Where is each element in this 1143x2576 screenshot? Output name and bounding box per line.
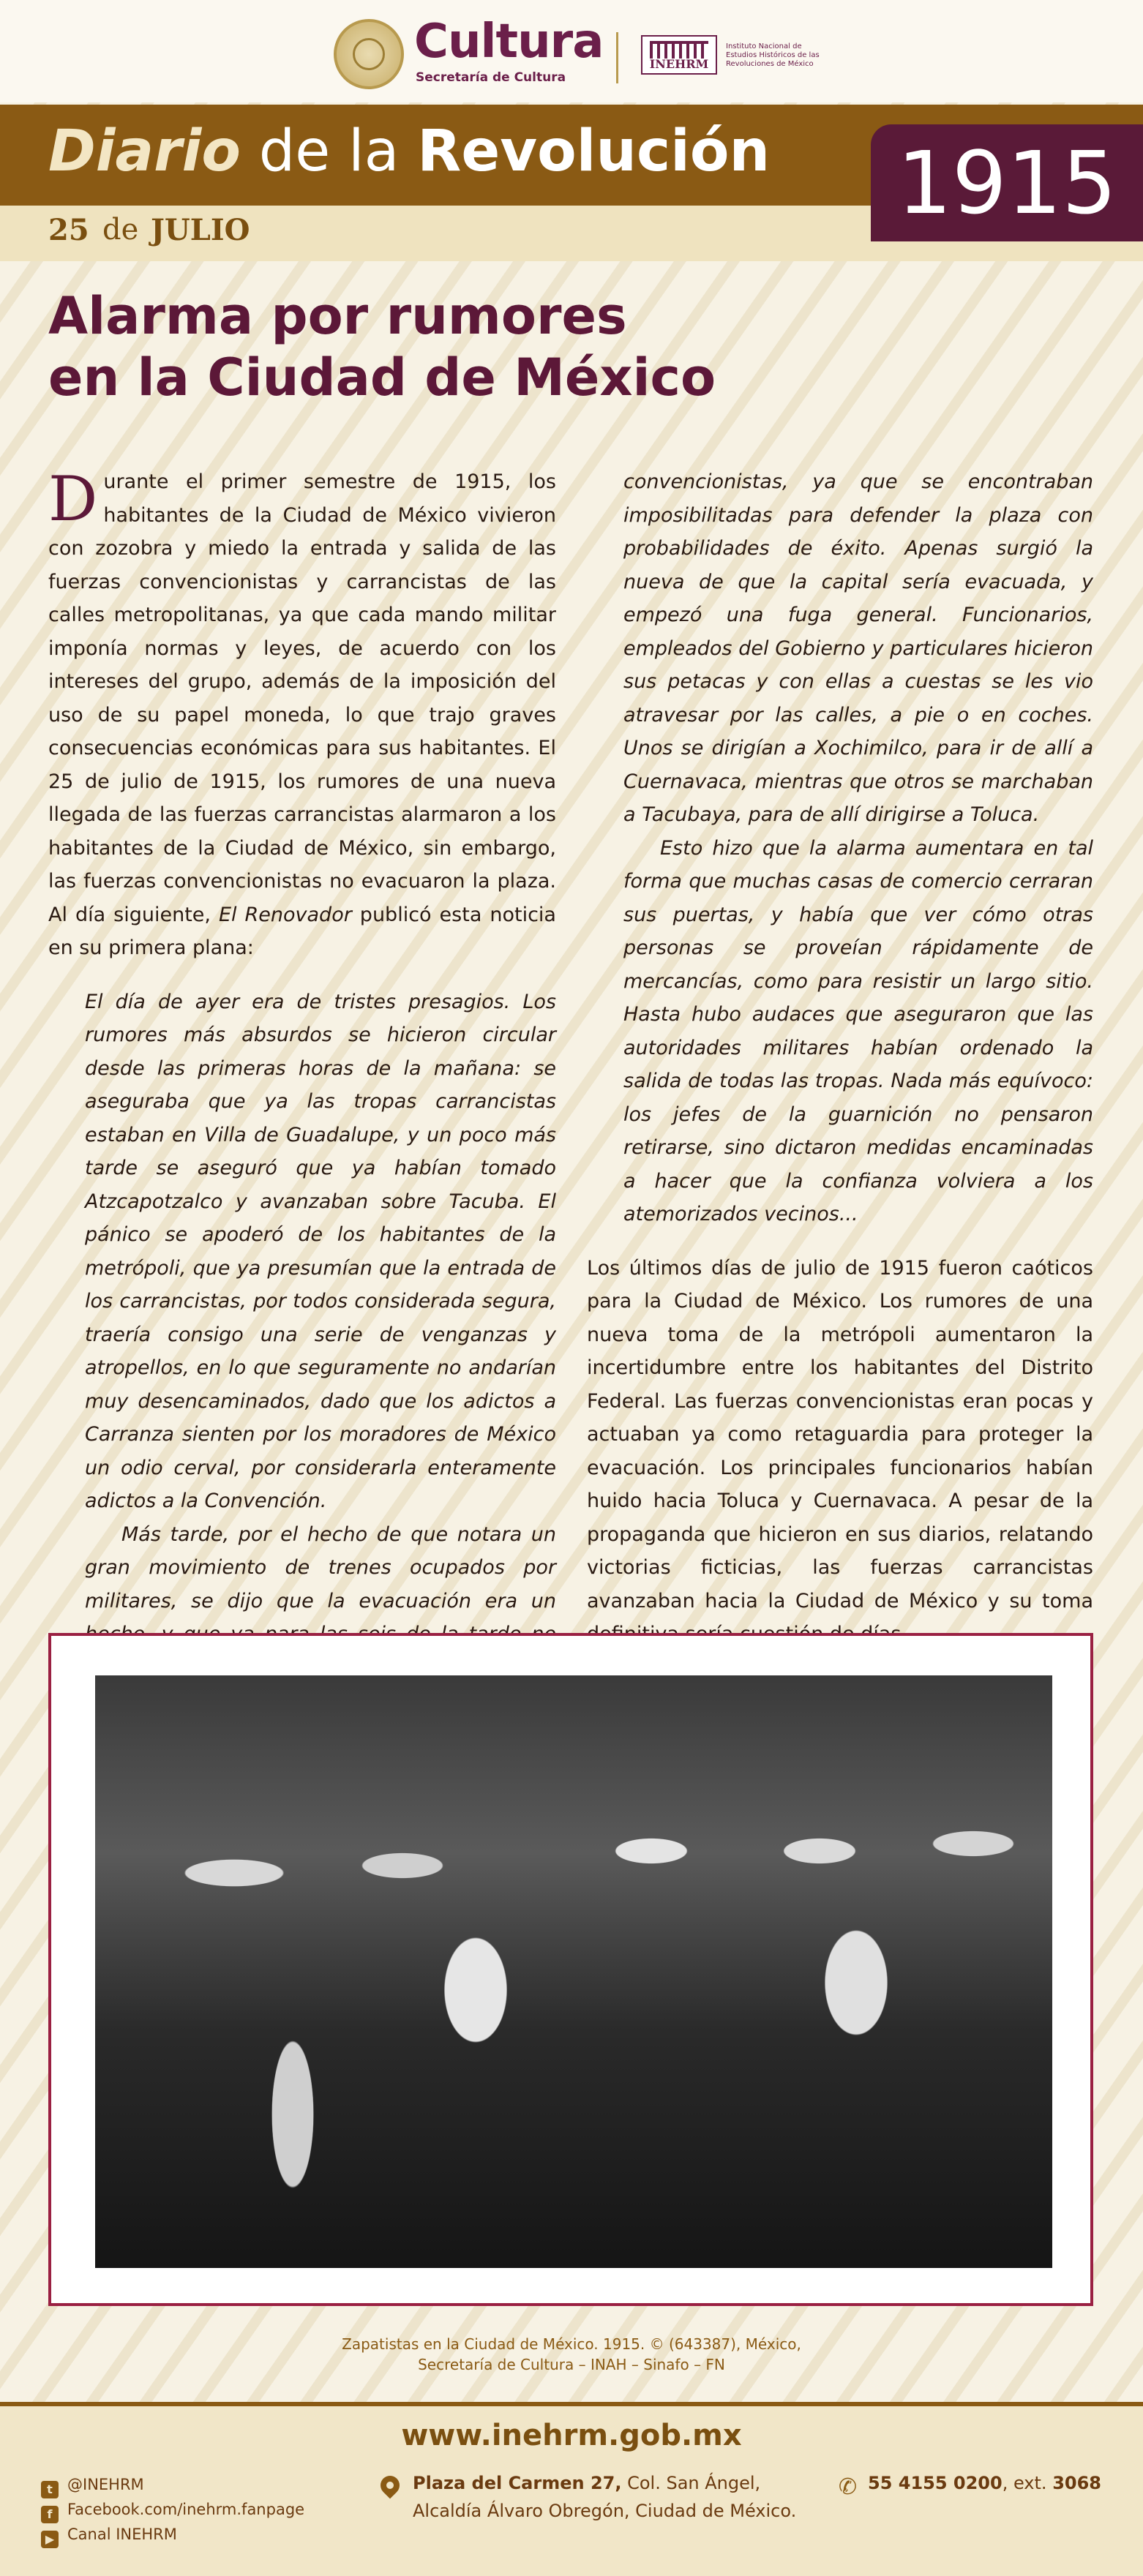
facebook-url: Facebook.com/inehrm.fanpage [67,2501,305,2518]
date-month: JULIO [151,213,250,247]
mexico-seal-icon [334,19,404,89]
date-day: 25 [48,213,89,247]
address-colonia: Col. San Ángel, [621,2473,761,2493]
article-column-left [48,465,556,1684]
phone-main: 55 4155 0200 [868,2473,1003,2493]
seal-eagle-icon [353,38,385,70]
youtube-channel: Canal INEHRM [67,2526,177,2543]
quote-paragraph-1: El día de ayer era de tristes presagios. Los rumores más absurdos se hicieron circular desde las primeras horas de la mañana: se aseguraba que ya las tropas carrancistas estaban en Villa de Guadalupe, y un poco más tarde se aseguró que ya habían tomado Atzcapotzalco y avanzaban sobre Tacuba. El pánico se apoderó de los habitantes de la metrópoli, que ya presumían que la entrada de los carrancistas, por todos considerada segura, traería consigo una serie de venganzas y atropellos, en lo que seguramente no andarían muy desencaminados, dado que los adictos a Carranza sienten por los moradores de México un odio cerval, por considerarla enteramente adictos a la Convención. [85,990,556,1512]
phone-ext: 3068 [1052,2473,1101,2493]
series-title-word-1: Diario [48,119,241,184]
photo-caption-line-1: Zapatistas en la Ciudad de México. 1915. © (643387), México, [342,2335,801,2353]
quote-paragraph-3: Esto hizo que la alarma aumentara en tal forma que muchas casas de comercio cerraran sus puertas, y había que ver cómo otras personas se proveían rápidamente de mercancías, como para resistir un largo sitio. Hasta hubo audaces que aseguraron que las autoridades militares habían ordenado la salida de todas las tropas. Nada más equívoco: los jefes de la guarnición no pensaron retirarse, sino dictaron medidas encaminadas a hacer que la confianza volviera a los atemorizados vecinos... [623,836,1093,1225]
twitter-handle: @INEHRM [67,2476,144,2493]
article-headline [48,285,780,408]
date-de: de [102,213,139,247]
year-text: 1915 [896,132,1117,233]
twitter-link[interactable] [41,2476,144,2498]
closing-paragraph: Los últimos días de julio de 1915 fueron caóticos para la Ciudad de México. Los rumores de una nueva toma de la metrópoli aumentaron la incertidumbre entre los habitantes del Distrito Federal. Las fuerzas convencionistas eran pocas y actuaban ya como retaguardia para proteger la evacuación. Los principales funcionarios habían huido hacia Toluca y Cuernavaca. A pesar de la propaganda que hicieron en sus diarios, relatando victorias ficticias, las fuerzas carrancistas avanzaban hacia la Ciudad de México y su toma [587,1256,1093,1612]
historic-photo [95,1675,1052,2268]
facebook-link[interactable] [41,2501,304,2523]
address-line-1 [413,2473,760,2493]
intro-text-end: publicó esta noticia en su primera plana: [48,903,556,959]
series-title [48,111,770,192]
intro-text: urante el primer semestre de 1915, los habitantes de la Ciudad de México vivieron con zozobra y miedo la entrada y salida de las fuerzas convencionistas y carrancistas de las calles metropolitanas, ya que cada mando militar imponía normas y leyes, de acuerdo con los intereses del grupo, además de la imposición del uso de su papel moneda, lo que trajo graves consecuencias económicas para sus habitantes. El 25 de julio de 1915, los rumores de una nueva llegada de las fuerzas carrancistas alarmaron a los habitantes de la Ciudad de México, sin embargo, las fuerzas convencionistas no evacuaron la plaza. Al día siguiente, [48,470,556,926]
newspaper-name: El Renovador [218,903,352,926]
quote-paragraph-2-continued: convencionistas, ya que se encontraban imposibilitadas para defender la plaza con probabilidades de éxito. Apenas surgió la nueva de que la capital sería evacuada, y empezó una fuga general. Funcionarios, empleados del Gobierno y particulares hicieron sus petacas y con ellas a cuestas se les vio atravesar por las calles, a pie o en coches. Unos se dirigían a Xochimilco, para ir de allí a Cuernavaca, mientras que otros se marchaban a Tacubaya, para de allí dirigirse a Toluca. [623,470,1093,826]
youtube-link[interactable] [41,2526,177,2548]
intro-paragraph [48,465,556,965]
youtube-icon: ▶ [41,2531,59,2548]
series-title-word-3: Revolución [417,119,771,184]
facebook-icon: f [41,2506,59,2523]
year-badge [871,124,1143,241]
twitter-icon: t [41,2481,59,2498]
phone-number[interactable] [868,2473,1101,2493]
phone-icon: ✆ [839,2474,858,2500]
website-link[interactable]: www.inehrm.gob.mx [401,2419,742,2452]
cultura-logo-subtitle: Secretaría de Cultura [416,70,566,85]
headline-line-2: en la Ciudad de México [48,348,716,408]
cultura-logo-text: Cultura [414,15,604,69]
inehrm-description: Instituto Nacional de Estudios Históricos de las Revoluciones de México [726,42,820,68]
quote-paragraph-2: Más tarde, por el hecho de que notara un gran movimiento de trenes ocupados por militares, se dijo que la evacuación era un [85,1522,556,1612]
inehrm-logo [641,35,717,75]
phone-ext-label: , ext. [1002,2473,1053,2493]
photo-caption [0,2334,1143,2375]
inehrm-logo-text: INEHRM [649,57,709,71]
building-icon [650,41,708,59]
logo-divider [616,32,618,83]
photo-caption-line-2: Secretaría de Cultura – INAH – Sinafo – FN [418,2356,725,2373]
address-street: Plaza del Carmen 27, [413,2473,622,2493]
series-title-word-2: de la [240,119,418,184]
address-line-2: Alcaldía Álvaro Obregón, Ciudad de México. [413,2501,797,2521]
article-column-right [587,465,1093,1651]
drop-cap: D [48,463,98,535]
headline-line-1: Alarma por rumores [48,286,627,346]
pin-dot [385,2480,395,2490]
